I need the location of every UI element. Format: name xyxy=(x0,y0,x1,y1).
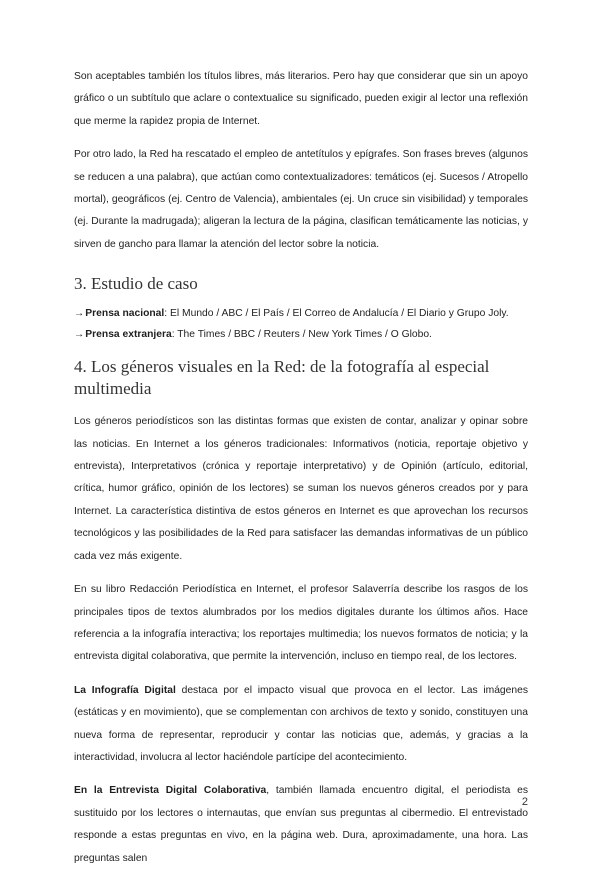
paragraph-generos: Los géneros periodísticos son las distintas formas que existen de contar, analizar y opinar sobre las noticias. En Internet a los géneros tradicionales: Informativos (noticia, reportaje objetivo y entrevista), Interpretativos (crónica y reportaje interpretativo) y de Opinión (artículo, editorial, crítica, humor gráfico, opinión de los lectores) se suman los nuevos géneros creados por y para Internet. La característica distintiva de estos géneros en Internet es que aprovechan los recursos tecnológicos y las posibilidades de la Red para satisfacer las demandas informativas de un público cada vez más exigente. xyxy=(74,416,528,562)
case-study-list xyxy=(74,303,528,345)
arrow-icon: → xyxy=(74,308,85,320)
term-entrevista-digital: En la Entrevista Digital Colaborativa xyxy=(74,785,267,797)
paragraph-salaverria: En su libro Redacción Periodística en Internet, el profesor Salaverría describe los rasgos de los principales tipos de textos alumbrados por los medios digitales durante los últimos años. Hace referencia a la infografía interactiva; los reportajes multimedia; los nuevos formatos de noticia; y la entrevista digital colaborativa, que permite la intervención, incluso en tiempo real, de los lectores. xyxy=(74,584,528,663)
list-item-prensa-nacional xyxy=(74,303,528,324)
list-item-label: Prensa nacional xyxy=(85,308,165,320)
page-content xyxy=(74,66,528,870)
page-number: 2 xyxy=(521,796,528,808)
list-item-text: : The Times / BBC / Reuters / New York Times / O Globo. xyxy=(171,329,432,341)
arrow-icon: → xyxy=(74,329,85,341)
paragraph-entrevista: En la Entrevista Digital Colaborativa, también llamada encuentro digital, el periodista es sustituido por los lectores o internautas, que envían sus preguntas al cibermedio. El entrevistado responde a estas preguntas en vivo, en la página web. Dura, aproximadamente, una hora. Las preguntas salen xyxy=(74,785,529,864)
list-item-label: Prensa extranjera xyxy=(85,329,172,341)
section-4-heading: 4. Los géneros visuales en la Red: de la fotografía al especial multimedia xyxy=(74,357,490,399)
list-item-text: : El Mundo / ABC / El País / El Correo de Andalucía / El Diario y Grupo Joly. xyxy=(164,308,509,320)
paragraph-infografia: La Infografía Digital destaca por el impacto visual que provoca en el lector. Las imágenes (estáticas y en movimiento), que se complementan con archivos de texto y sonido, constituyen una nueva forma de representar, reproducir y contar las noticias que, además, y gracias a la interactividad, involucra al lector haciéndole partícipe del acontecimiento. xyxy=(74,684,528,763)
paragraph-titulos-libres: Son aceptables también los títulos libres, más literarios. Pero hay que considerar que sin un apoyo gráfico o un subtítulo que aclare o contextualice su significado, pueden exigir al lector una reflexión que merme la rapidez propia de Internet. xyxy=(74,71,528,127)
paragraph-antetitulos: Por otro lado, la Red ha rescatado el empleo de antetítulos y epígrafes. Son frases breves (algunos se reducen a una palabra), que actúan como contextualizadores: temáticos (ej. Sucesos / Atropello mortal), geográficos (ej. Centro de Valencia), ambientales (ej. Un cruce sin visibilidad) y temporales (ej. Durante la madrugada); aligeran la lectura de la página, clasifican temáticamente las noticias, y sirven de gancho para llamar la atención del lector sobre la noticia. xyxy=(74,149,528,250)
list-item-prensa-extranjera xyxy=(74,324,528,345)
term-infografia-digital: La Infografía Digital xyxy=(74,684,176,696)
section-3-heading: 3. Estudio de caso xyxy=(74,274,198,294)
